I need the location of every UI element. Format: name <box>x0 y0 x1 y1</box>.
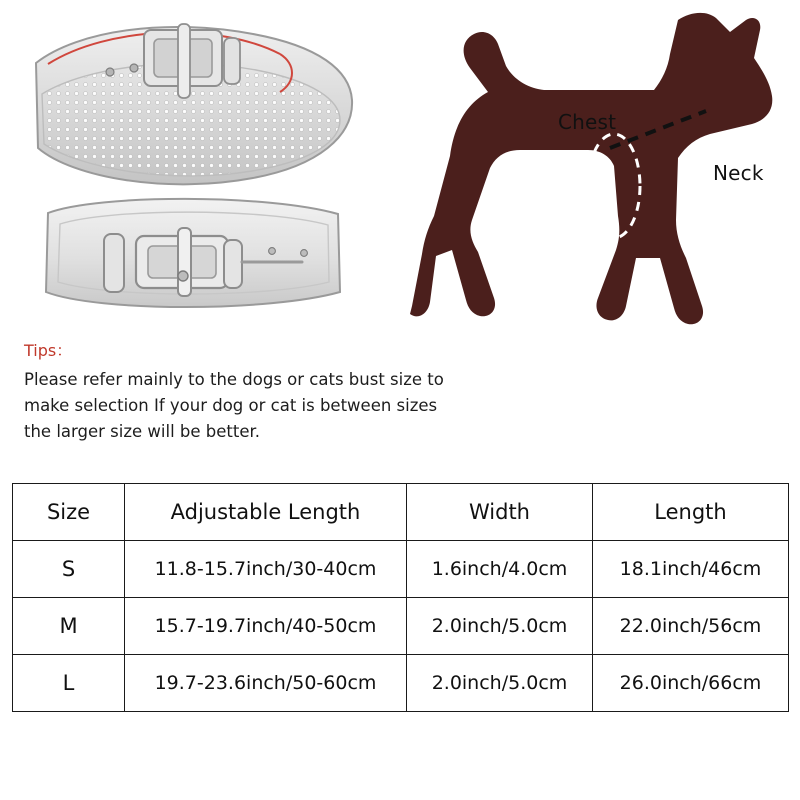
table-header-row <box>13 484 789 541</box>
collar-top-view <box>36 24 352 184</box>
cell-length: 26.0inch/66cm <box>593 655 789 712</box>
size-table-wrap <box>12 483 788 712</box>
cell-length: 18.1inch/46cm <box>593 541 789 598</box>
cell-adjustable-length: 19.7-23.6inch/50-60cm <box>125 655 407 712</box>
tips-title: Tips： <box>24 341 73 360</box>
cell-width: 2.0inch/5.0cm <box>407 598 593 655</box>
header-width: Width <box>407 484 593 541</box>
header-length: Length <box>593 484 789 541</box>
table-row <box>13 655 789 712</box>
header-adjustable-length: Adjustable Length <box>125 484 407 541</box>
neck-label: Neck <box>713 161 764 185</box>
dog-diagram <box>410 6 795 351</box>
tips-body: Please refer mainly to the dogs or cats bust size to make selection If your dog or cat is between sizes the larger size will be better. <box>24 370 444 442</box>
cell-width: 1.6inch/4.0cm <box>407 541 593 598</box>
cell-size: L <box>13 655 125 712</box>
collar-flat-view <box>46 199 340 307</box>
cell-size: S <box>13 541 125 598</box>
cell-adjustable-length: 11.8-15.7inch/30-40cm <box>125 541 407 598</box>
table-row <box>13 598 789 655</box>
cell-size: M <box>13 598 125 655</box>
cell-width: 2.0inch/5.0cm <box>407 655 593 712</box>
collar-illustration <box>18 8 378 338</box>
illustration-area <box>0 0 800 355</box>
header-size: Size <box>13 484 125 541</box>
cell-length: 22.0inch/56cm <box>593 598 789 655</box>
size-table <box>12 483 789 712</box>
tips-block <box>24 338 454 445</box>
chest-label: Chest <box>558 110 617 134</box>
cell-adjustable-length: 15.7-19.7inch/40-50cm <box>125 598 407 655</box>
table-row <box>13 541 789 598</box>
